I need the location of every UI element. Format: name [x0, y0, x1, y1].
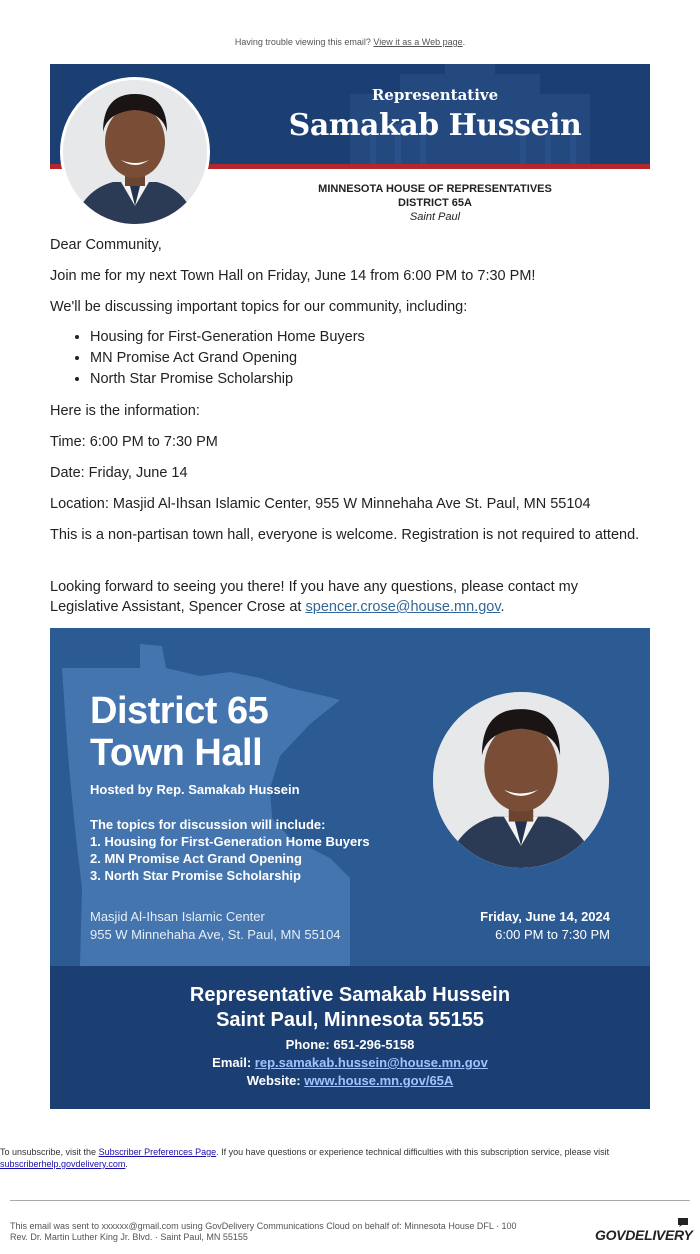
header-rep-label: Representative [371, 86, 499, 104]
envelope-icon [678, 1218, 688, 1227]
district-info [280, 182, 590, 224]
list-item: • MN Promise Act Grand Opening [90, 348, 690, 369]
nonpartisan-paragraph: This is a non-partisan town hall, everyone is welcome. Registration is not required to attend. [50, 527, 640, 543]
location-line: Location: Masjid Al-Ihsan Islamic Center, 955 W Minnehaha Ave St. Paul, MN 55104 [50, 496, 591, 512]
rep-email-link[interactable]: rep.samakab.hussein@house.mn.gov [254, 1055, 488, 1070]
representative-portrait [60, 77, 210, 227]
contact-block [50, 966, 650, 1109]
date-line: Date: Friday, June 14 [50, 465, 188, 481]
subscriber-preferences-link[interactable]: Subscriber Preferences Page [98, 1147, 217, 1157]
view-web-page-link[interactable]: View it as a Web page [373, 37, 463, 47]
preheader-text: Having trouble viewing this email? [234, 37, 371, 47]
website-link[interactable]: www.house.mn.gov/65A [304, 1073, 454, 1088]
contact-phone: Phone: 651-296-5158 [285, 1037, 415, 1052]
contact-city: Saint Paul, Minnesota 55155 [216, 1009, 484, 1031]
footer-divider [10, 1200, 690, 1201]
contact-name: Representative Samakab Hussein [189, 984, 511, 1006]
subscriber-help-link[interactable]: subscriberhelp.govdelivery.com [0, 1159, 126, 1169]
contact-email: Email: rep.samakab.hussein@house.mn.gov [212, 1055, 488, 1070]
list-item: • Housing for First-Generation Home Buyers [90, 327, 690, 348]
flyer-topics: The topics for discussion will include: 1. Housing for First-Generation Home Buyers 2. MN Promise Act Grand Opening 3. North Star Promise Scholarship [90, 817, 370, 883]
contact-paragraph: Looking forward to seeing you there! If you have any questions, please contact my Legislative Assistant, Spencer Crose at spencer.crose@house.mn.gov. [50, 579, 578, 615]
house-name: MINNESOTA HOUSE OF REPRESENTATIVES [318, 183, 552, 195]
flyer-host: Hosted by Rep. Samakab Hussein [90, 782, 300, 797]
list-item: • North Star Promise Scholarship [90, 369, 690, 390]
flyer-title: District 65 Town Hall [90, 690, 269, 774]
unsubscribe-notice: To unsubscribe, visit the Subscriber Preferences Page. If you have questions or experience technical difficulties with this subscription service, please visit subscriberhelp.govdelivery.com. [0, 1147, 610, 1169]
flyer-datetime: Friday, June 14, 2024 6:00 PM to 7:30 PM [480, 909, 610, 942]
preheader: Having trouble viewing this email? View it as a Web page. [234, 37, 466, 47]
info-intro: Here is the information: [50, 403, 200, 419]
district-city: Saint Paul [409, 211, 461, 223]
portrait-illustration [63, 80, 207, 224]
header-rep-name: Samakab Hussein [288, 108, 582, 143]
district-label: DISTRICT 65A [398, 197, 472, 209]
topics-list [50, 327, 690, 390]
topics-intro: We'll be discussing important topics for our community, including: [50, 299, 468, 315]
flyer-venue: Masjid Al-Ihsan Islamic Center 955 W Minnehaha Ave, St. Paul, MN 55104 [90, 909, 341, 942]
greeting: Dear Community, [50, 237, 162, 253]
town-hall-flyer [50, 628, 650, 966]
flyer-portrait [433, 692, 609, 868]
footer-text: This email was sent to xxxxxx@gmail.com using GovDelivery Communications Cloud on behalf of: Minnesota House DFL · 100 Rev. Dr. Martin Luther King Jr. Blvd. · Saint Paul, MN 55155 [10, 1221, 517, 1242]
assistant-email-link[interactable]: spencer.crose@house.mn.gov [305, 599, 501, 615]
contact-website: Website: www.house.mn.gov/65A [246, 1073, 454, 1088]
intro-paragraph: Join me for my next Town Hall on Friday, June 14 from 6:00 PM to 7:30 PM! [50, 268, 536, 284]
govdelivery-logo[interactable]: GOVDELIVERY [595, 1227, 693, 1243]
flyer-portrait-illustration [433, 692, 609, 868]
time-line: Time: 6:00 PM to 7:30 PM [50, 434, 218, 450]
